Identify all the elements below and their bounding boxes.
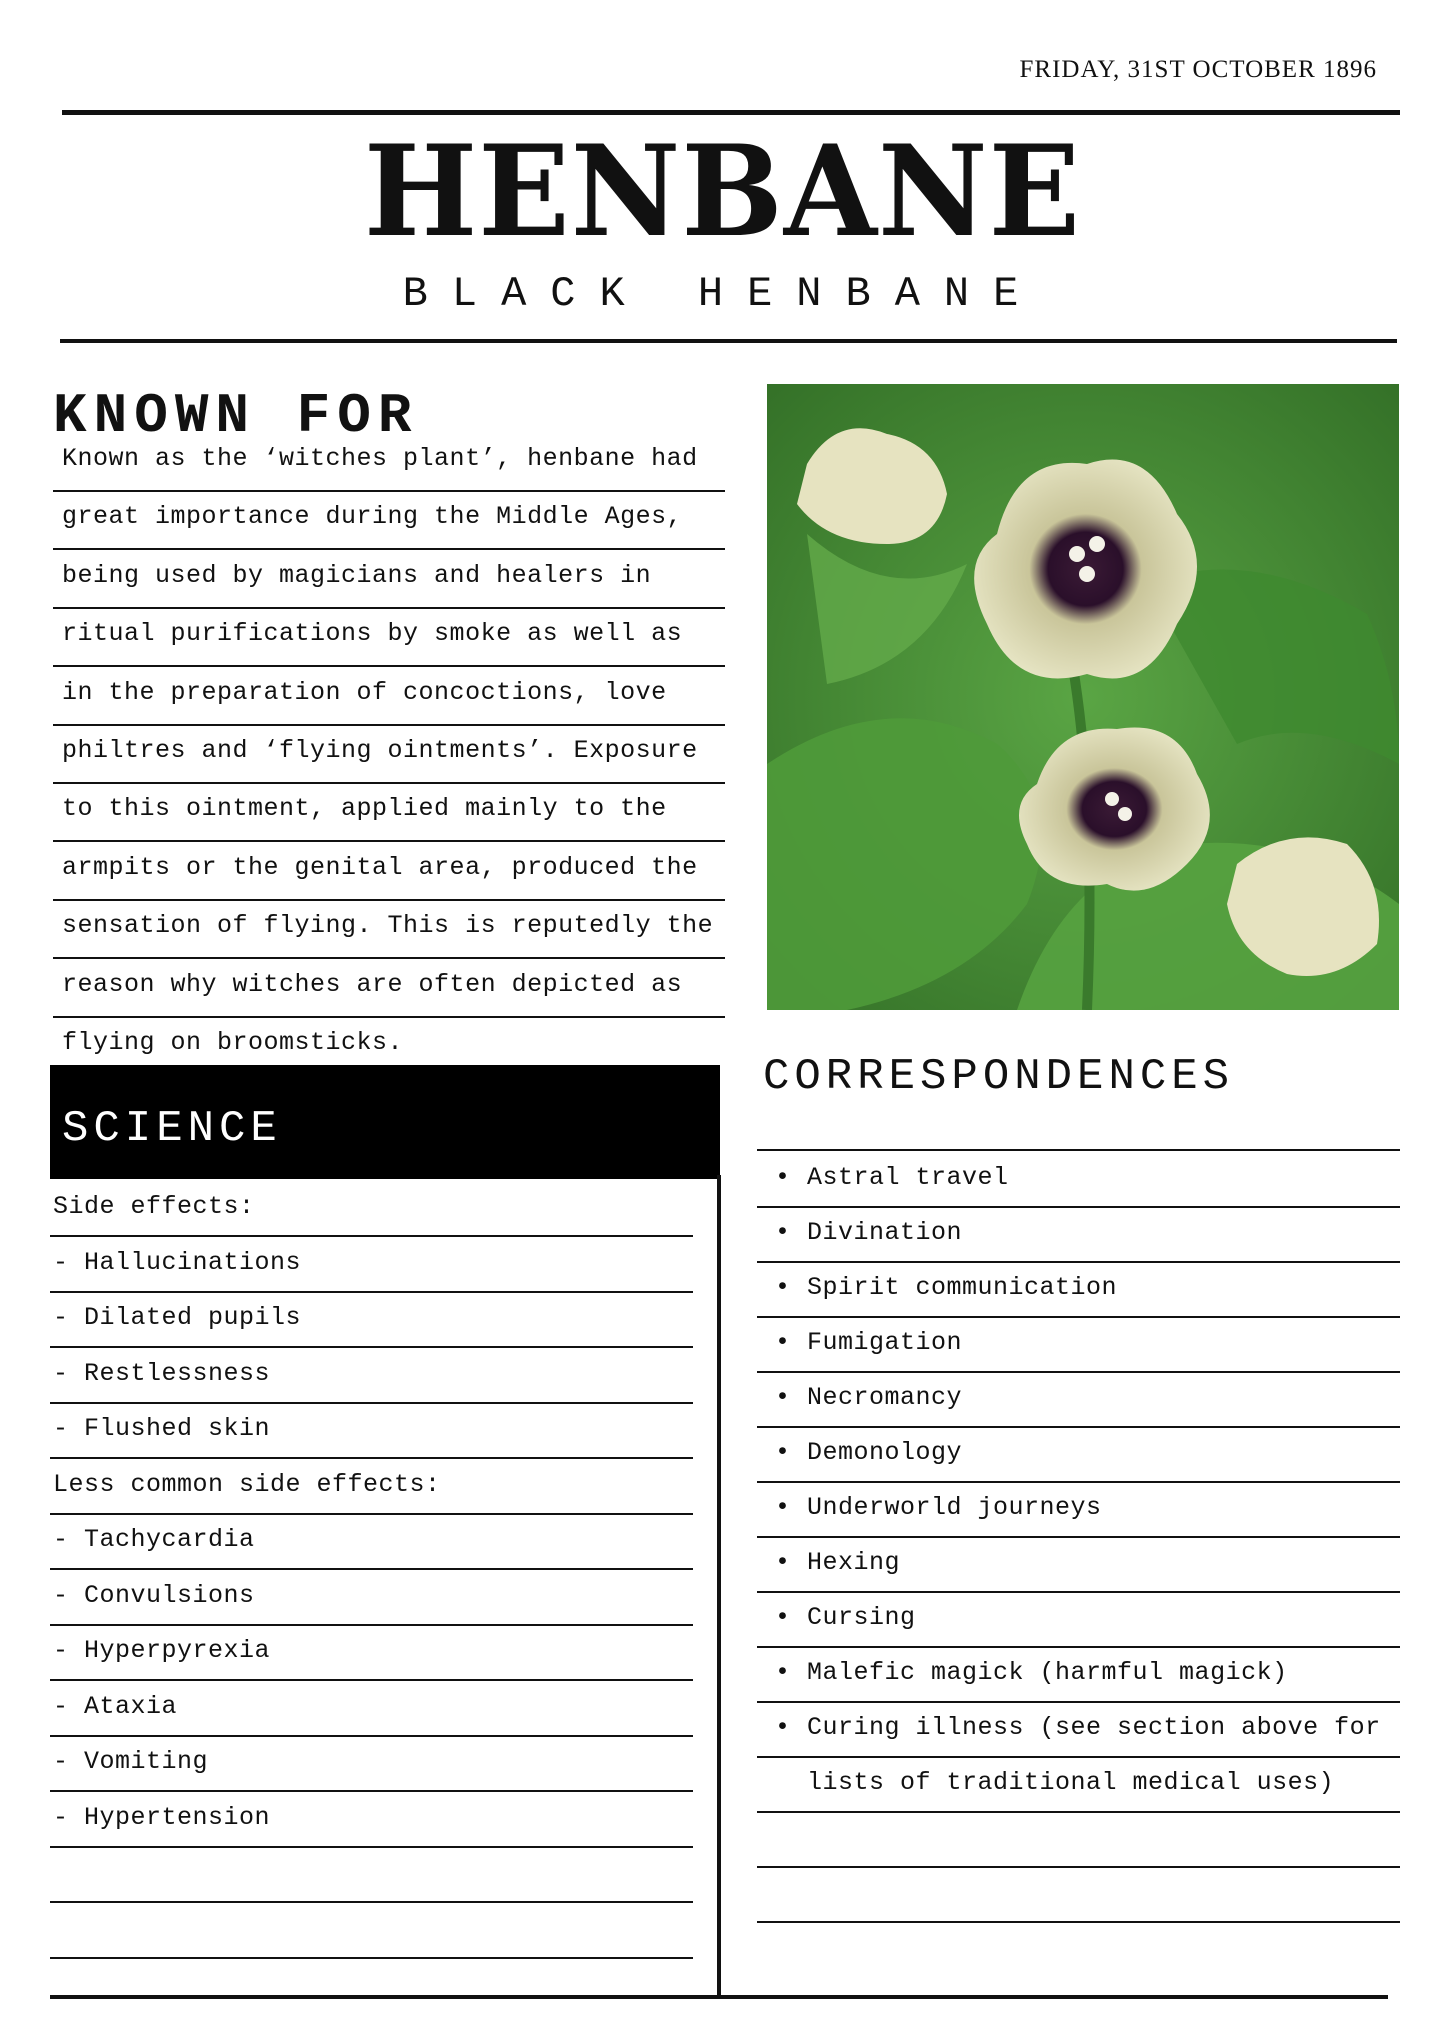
correspondence-item — [757, 1648, 1400, 1703]
correspondence-item — [757, 1483, 1400, 1538]
henbane-photo — [767, 384, 1399, 1010]
bullet-icon: • — [775, 1493, 791, 1522]
henbane-flower-image — [767, 384, 1399, 1010]
known-for-line: great importance during the Middle Ages, — [53, 491, 725, 550]
known-for-line: reason why witches are often depicted as — [53, 959, 725, 1018]
header-bottom-rule — [60, 339, 1397, 343]
known-for-line: in the preparation of concoctions, love — [53, 667, 725, 726]
known-for-line: ritual purifications by smoke as well as — [53, 608, 725, 667]
bullet-icon: • — [775, 1658, 791, 1687]
known-for-line: Known as the ‘witches plant’, henbane had — [53, 433, 725, 492]
correspondence-text: Demonology — [807, 1438, 963, 1467]
page-subtitle: BLACK HENBANE — [402, 270, 1043, 318]
correspondence-text: Spirit communication — [807, 1273, 1118, 1302]
known-for-line: being used by magicians and healers in — [53, 550, 725, 609]
correspondence-text: Cursing — [807, 1603, 916, 1632]
correspondence-text: Hexing — [807, 1548, 901, 1577]
correspondences-heading: CORRESPONDENCES — [763, 1052, 1235, 1102]
issue-date: FRIDAY, 31ST OCTOBER 1896 — [1019, 56, 1377, 83]
correspondence-item — [757, 1263, 1400, 1318]
correspondence-text: Malefic magick (harmful magick) — [807, 1658, 1288, 1687]
science-row: Side effects: — [50, 1182, 693, 1237]
blank-line — [757, 1868, 1400, 1923]
bullet-icon: • — [775, 1548, 791, 1577]
bullet-icon: • — [775, 1603, 791, 1632]
science-row — [50, 1904, 693, 1959]
correspondences-top-rule — [757, 1149, 1400, 1151]
science-heading: SCIENCE — [50, 1065, 720, 1179]
top-rule — [62, 110, 1400, 115]
science-row: - Convulsions — [50, 1571, 693, 1626]
correspondence-item — [757, 1318, 1400, 1373]
correspondence-item — [757, 1428, 1400, 1483]
science-row: - Hyperpyrexia — [50, 1626, 693, 1681]
correspondence-item — [757, 1208, 1400, 1263]
correspondence-item — [757, 1373, 1400, 1428]
bullet-icon: • — [775, 1713, 791, 1742]
bullet-icon: • — [775, 1438, 791, 1467]
science-row: - Vomiting — [50, 1737, 693, 1792]
known-for-line: armpits or the genital area, produced the — [53, 842, 725, 901]
science-row: - Tachycardia — [50, 1515, 693, 1570]
science-row: - Hallucinations — [50, 1238, 693, 1293]
bullet-icon: • — [775, 1163, 791, 1192]
science-row — [50, 1848, 693, 1903]
correspondence-text: Astral travel — [807, 1163, 1009, 1192]
correspondence-text: Underworld journeys — [807, 1493, 1102, 1522]
bullet-icon: • — [775, 1218, 791, 1247]
blank-line — [757, 1813, 1400, 1868]
known-for-line: to this ointment, applied mainly to the — [53, 783, 725, 842]
correspondence-item — [757, 1153, 1400, 1208]
correspondence-text: Necromancy — [807, 1383, 963, 1412]
science-divider — [717, 1175, 721, 1998]
correspondence-text: Curing illness (see section above for — [807, 1713, 1381, 1742]
known-for-line: sensation of flying. This is reputedly the — [53, 900, 725, 959]
science-row: - Flushed skin — [50, 1404, 693, 1459]
correspondence-text: lists of traditional medical uses) — [807, 1768, 1335, 1797]
bullet-icon: • — [775, 1328, 791, 1357]
bottom-rule — [50, 1995, 1388, 1999]
bullet-icon: • — [775, 1383, 791, 1412]
known-for-heading: KNOWN FOR — [53, 384, 419, 448]
known-for-line: philtres and ‘flying ointments’. Exposure — [53, 725, 725, 784]
science-row: - Restlessness — [50, 1349, 693, 1404]
science-row: - Dilated pupils — [50, 1293, 693, 1348]
correspondence-item — [757, 1703, 1400, 1758]
page-title: HENBANE — [363, 117, 1082, 266]
correspondence-item — [757, 1538, 1400, 1593]
correspondence-text: Divination — [807, 1218, 963, 1247]
science-row: Less common side effects: — [50, 1460, 693, 1515]
science-row: - Ataxia — [50, 1682, 693, 1737]
correspondence-text: Fumigation — [807, 1328, 963, 1357]
known-for-line: flying on broomsticks. — [62, 1028, 404, 1057]
science-row: - Hypertension — [50, 1793, 693, 1848]
bullet-icon: • — [775, 1273, 791, 1302]
correspondence-item — [757, 1593, 1400, 1648]
correspondence-item — [757, 1758, 1400, 1813]
